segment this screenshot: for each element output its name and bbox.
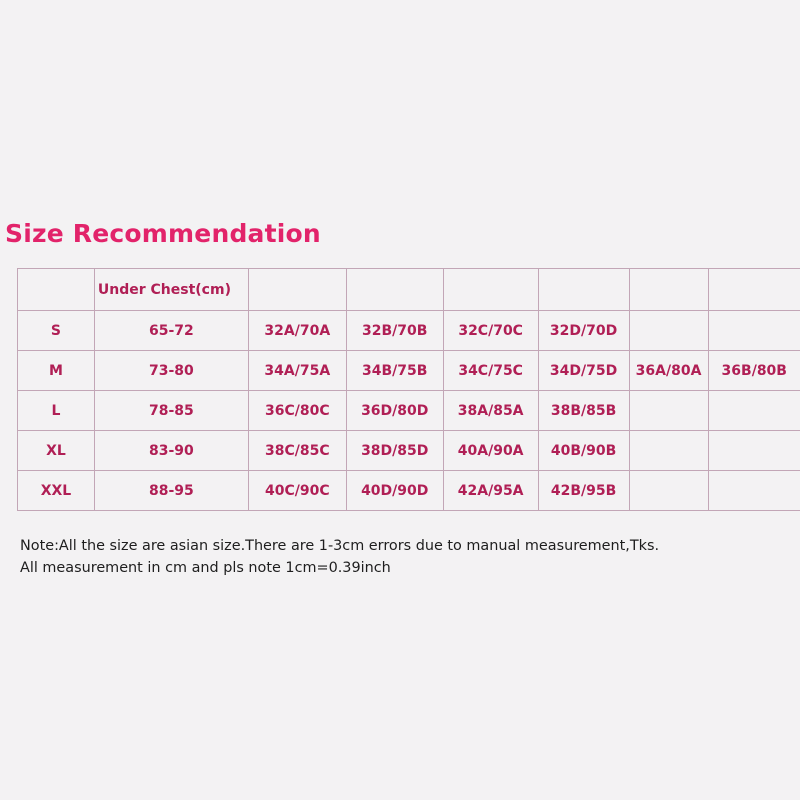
cell-under-chest: 88-95 (94, 471, 248, 511)
cell-bra-size-4: 42B/95B (538, 471, 629, 511)
header-cell-bra-size-3 (443, 269, 538, 311)
cell-size: M (18, 351, 95, 391)
cell-bra-size-2: 32B/70B (346, 311, 443, 351)
cell-bra-size-2: 36D/80D (346, 391, 443, 431)
header-cell-bra-size-5 (629, 269, 708, 311)
cell-bra-size-1: 38C/85C (248, 431, 346, 471)
cell-bra-size-5: 36A/80A (629, 351, 708, 391)
cell-size: S (18, 311, 95, 351)
cell-bra-size-5 (629, 471, 708, 511)
note-line: All measurement in cm and pls note 1cm=0.39inch (20, 560, 391, 576)
cell-bra-size-4: 38B/85B (538, 391, 629, 431)
header-cell-bra-size-1 (248, 269, 346, 311)
cell-bra-size-6 (708, 391, 800, 431)
cell-bra-size-6 (708, 431, 800, 471)
table-header-row (18, 269, 800, 311)
cell-bra-size-1: 40C/90C (248, 471, 346, 511)
cell-bra-size-1: 36C/80C (248, 391, 346, 431)
cell-under-chest: 65-72 (94, 311, 248, 351)
note-line: Note:All the size are asian size.There are 1-3cm errors due to manual measurement,Tks. (20, 538, 660, 554)
cell-bra-size-6 (708, 311, 800, 351)
cell-bra-size-6 (708, 471, 800, 511)
cell-under-chest: 78-85 (94, 391, 248, 431)
table-row (18, 311, 800, 351)
header-cell-bra-size-2 (346, 269, 443, 311)
cell-bra-size-3: 40A/90A (443, 431, 538, 471)
cell-bra-size-4: 34D/75D (538, 351, 629, 391)
size-table (17, 268, 800, 511)
cell-under-chest: 83-90 (94, 431, 248, 471)
cell-bra-size-5 (629, 431, 708, 471)
cell-bra-size-3: 34C/75C (443, 351, 538, 391)
size-notes (20, 535, 659, 579)
cell-bra-size-3: 42A/95A (443, 471, 538, 511)
cell-bra-size-6: 36B/80B (708, 351, 800, 391)
cell-bra-size-3: 38A/85A (443, 391, 538, 431)
page-title: Size Recommendation (5, 219, 321, 248)
cell-size: XXL (18, 471, 95, 511)
cell-bra-size-2: 34B/75B (346, 351, 443, 391)
cell-bra-size-1: 32A/70A (248, 311, 346, 351)
cell-bra-size-5 (629, 311, 708, 351)
header-cell-bra-size-4 (538, 269, 629, 311)
cell-bra-size-5 (629, 391, 708, 431)
cell-bra-size-2: 38D/85D (346, 431, 443, 471)
cell-bra-size-4: 32D/70D (538, 311, 629, 351)
cell-bra-size-4: 40B/90B (538, 431, 629, 471)
header-cell-under-chest: Under Chest(cm) (94, 269, 248, 311)
table-row (18, 351, 800, 391)
table-row (18, 471, 800, 511)
table-row (18, 431, 800, 471)
table-row (18, 391, 800, 431)
header-cell-size (18, 269, 95, 311)
cell-bra-size-2: 40D/90D (346, 471, 443, 511)
header-cell-bra-size-6 (708, 269, 800, 311)
cell-size: L (18, 391, 95, 431)
cell-bra-size-1: 34A/75A (248, 351, 346, 391)
cell-size: XL (18, 431, 95, 471)
cell-bra-size-3: 32C/70C (443, 311, 538, 351)
cell-under-chest: 73-80 (94, 351, 248, 391)
